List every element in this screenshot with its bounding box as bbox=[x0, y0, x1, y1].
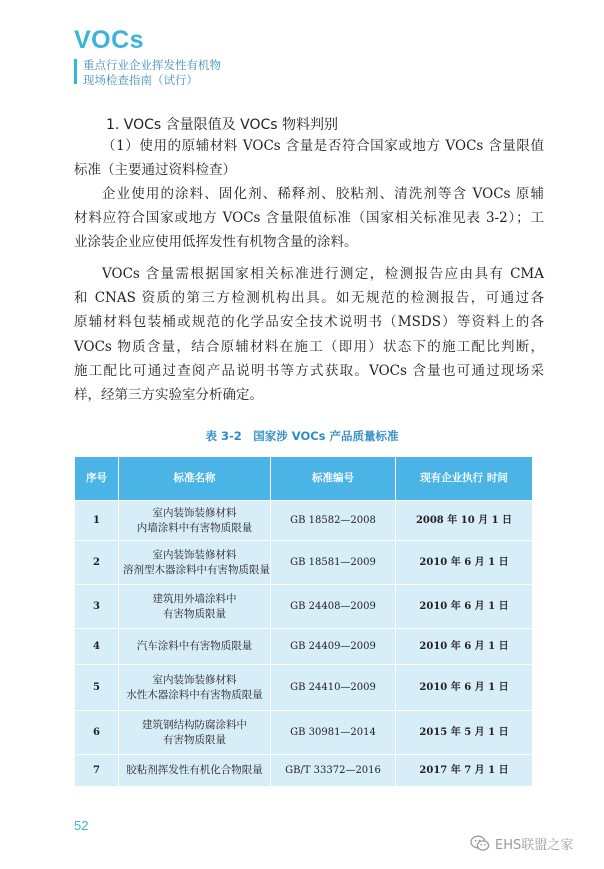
column-header-name: 标准名称 bbox=[119, 457, 271, 501]
cell-no: 4 bbox=[75, 629, 119, 665]
cell-no: 1 bbox=[75, 501, 119, 541]
cell-name-line: 室内装饰装修材料 bbox=[152, 506, 237, 519]
cell-name-line: 室内装饰装修材料 bbox=[152, 673, 237, 686]
cell-name bbox=[119, 665, 271, 711]
cell-code: GB 18581—2009 bbox=[271, 541, 396, 585]
cell-date: 2010 年 6 月 1 日 bbox=[396, 585, 533, 629]
cell-name-line: 有害物质限量 bbox=[163, 607, 226, 620]
column-header-date-line: 现有企业执行 bbox=[420, 472, 484, 484]
paragraph-1 bbox=[74, 134, 544, 182]
cell-name-line: 水性木器涂料中有害物质限量 bbox=[126, 688, 263, 701]
column-header-date bbox=[396, 457, 533, 501]
paragraph-line: （1）使用的原辅材料 VOCs 含量是否符合国家或地方 VOCs 含量限值 bbox=[102, 138, 544, 154]
paragraph-line: 原辅材料包装桶或规范的化学品安全技术说明书（MSDS）等资料上的各 bbox=[74, 314, 544, 331]
watermark bbox=[470, 832, 573, 854]
column-header-date-line: 时间 bbox=[486, 472, 508, 484]
cell-name-line: 有害物质限量 bbox=[163, 733, 226, 746]
cell-name bbox=[119, 585, 271, 629]
cell-name-line: 室内装饰装修材料 bbox=[152, 548, 237, 561]
cell-name bbox=[119, 629, 271, 665]
cell-code: GB 24410—2009 bbox=[271, 665, 396, 711]
paragraph-line: 材料应符合国家或地方 VOCs 含量限值标准（国家相关标准见表 3-2）；工 bbox=[74, 210, 544, 227]
table-caption: 表 3-2 国家涉 VOCs 产品质量标准 bbox=[205, 429, 399, 443]
column-header-code: 标准编号 bbox=[271, 457, 396, 501]
cell-date: 2008 年 10 月 1 日 bbox=[396, 501, 533, 541]
paragraph-line: 标准（主要通过资料检查） bbox=[74, 162, 236, 179]
paragraph-line: VOCs 物质含量，结合原辅材料在施工（即用）状态下的施工配比判断， bbox=[74, 338, 544, 355]
paragraph-line: 施工配比可通过查阅产品说明书等方式获取。VOCs 含量也可通过现场采 bbox=[74, 362, 544, 379]
paragraph-line: 和 CNAS 资质的第三方检测机构出具。如无规范的检测报告，可通过各 bbox=[74, 290, 544, 307]
table-row bbox=[75, 711, 533, 755]
cell-code: GB 24409—2009 bbox=[271, 629, 396, 665]
paragraph-line: 企业使用的涂料、固化剂、稀释剂、胶粘剂、清洗剂等含 VOCs 原辅 bbox=[102, 186, 544, 202]
paragraph-2 bbox=[74, 182, 544, 255]
header-accent-bar bbox=[74, 59, 77, 84]
section-heading: 1. VOCs 含量限值及 VOCs 物料判别 bbox=[106, 117, 338, 133]
cell-name bbox=[119, 711, 271, 755]
cell-name-line: 建筑用外墙涂料中 bbox=[152, 592, 237, 605]
cell-date: 2010 年 6 月 1 日 bbox=[396, 541, 533, 585]
cell-name-line: 建筑钢结构防腐涂料中 bbox=[142, 718, 247, 731]
cell-no: 6 bbox=[75, 711, 119, 755]
cell-name-line: 溶剂型木器涂料中有害物质限量 bbox=[123, 563, 270, 576]
paragraph-3 bbox=[74, 262, 544, 407]
cell-date: 2010 年 6 月 1 日 bbox=[396, 665, 533, 711]
column-header-no: 序号 bbox=[75, 457, 119, 501]
cell-no: 5 bbox=[75, 665, 119, 711]
cell-name-line: 胶粘剂挥发性有机化合物限量 bbox=[126, 764, 263, 776]
paragraph-line: VOCs 含量需根据国家相关标准进行测定，检测报告应由具有 CMA bbox=[102, 266, 544, 282]
page-number: 52 bbox=[74, 818, 89, 833]
cell-date: 2010 年 6 月 1 日 bbox=[396, 629, 533, 665]
standards-table bbox=[74, 456, 533, 787]
table-row bbox=[75, 665, 533, 711]
header-subtitle-line1: 重点行业企业挥发性有机物 bbox=[83, 58, 221, 72]
cell-name bbox=[119, 501, 271, 541]
cell-date: 2017 年 7 月 1 日 bbox=[396, 755, 533, 787]
cell-name-line: 汽车涂料中有害物质限量 bbox=[136, 640, 253, 652]
cell-name-line: 内墙涂料中有害物质限量 bbox=[136, 521, 253, 534]
cell-date: 2015 年 5 月 1 日 bbox=[396, 711, 533, 755]
cell-code: GB/T 33372—2016 bbox=[271, 755, 396, 787]
table-row bbox=[75, 629, 533, 665]
cell-name bbox=[119, 541, 271, 585]
watermark-text: EHS联盟之家 bbox=[495, 837, 574, 853]
cell-code: GB 18582—2008 bbox=[271, 501, 396, 541]
table-row bbox=[75, 501, 533, 541]
cell-code: GB 30981—2014 bbox=[271, 711, 396, 755]
cell-code: GB 24408—2009 bbox=[271, 585, 396, 629]
table-row bbox=[75, 755, 533, 787]
cell-name bbox=[119, 755, 271, 787]
paragraph-line: 样，经第三方实验室分析确定。 bbox=[74, 387, 263, 404]
table-header-row bbox=[75, 457, 533, 501]
cell-no: 2 bbox=[75, 541, 119, 585]
wechat-icon bbox=[470, 835, 490, 852]
table-row bbox=[75, 585, 533, 629]
cell-no: 3 bbox=[75, 585, 119, 629]
header-subtitle-line2: 现场检查指南（试行） bbox=[83, 73, 198, 87]
cell-no: 7 bbox=[75, 755, 119, 787]
header-title: VOCs bbox=[74, 26, 145, 54]
paragraph-line: 业涂装企业应使用低挥发性有机物含量的涂料。 bbox=[74, 234, 358, 251]
table-row bbox=[75, 541, 533, 585]
